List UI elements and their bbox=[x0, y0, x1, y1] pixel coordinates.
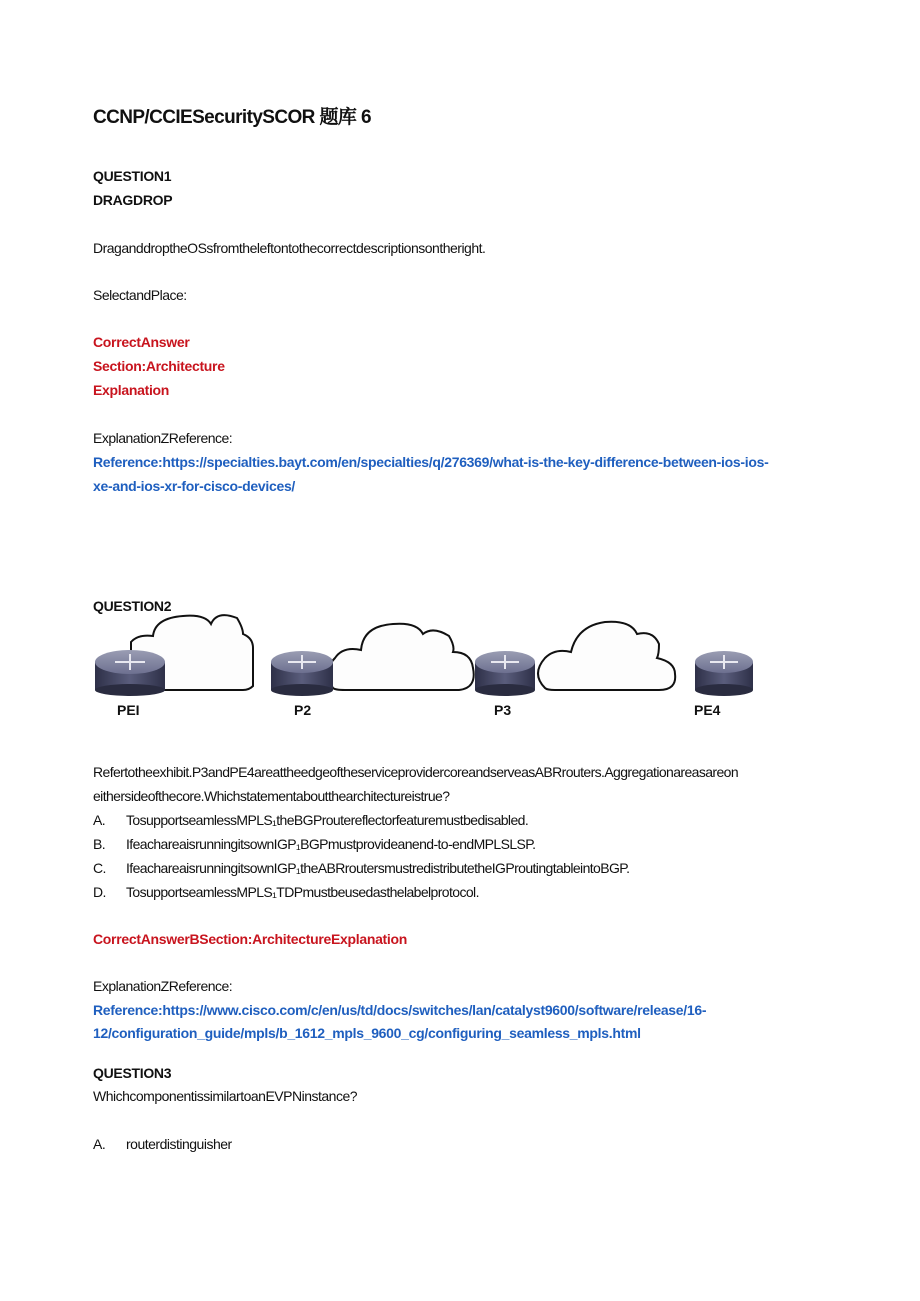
q3-heading: QUESTION3 bbox=[93, 1065, 172, 1081]
router-icon bbox=[95, 650, 165, 696]
option-text: routerdistinguisher bbox=[126, 1136, 232, 1152]
q2-option-d[interactable] bbox=[93, 884, 479, 900]
option-letter: A. bbox=[93, 1136, 106, 1152]
option-text: TosupportseamlessMPLS₁TDPmustbeusedasthelabelprotocol. bbox=[126, 884, 479, 900]
q2-reference-link[interactable]: Reference:https://www.cisco.com/c/en/us/td/docs/switches/lan/catalyst9600/software/release/16- bbox=[93, 1002, 707, 1018]
router-icon bbox=[271, 651, 333, 696]
q2-explanation-reference-label: ExplanationZReference: bbox=[93, 978, 233, 994]
router-label-pe4: PE4 bbox=[694, 702, 721, 718]
q2-option-b[interactable] bbox=[93, 836, 535, 852]
q2-option-a[interactable] bbox=[93, 812, 528, 828]
network-exhibit bbox=[93, 612, 755, 700]
q1-explanation-reference-label: ExplanationZReference: bbox=[93, 430, 233, 446]
q2-prompt-cont: eithersideofthecore.Whichstatementaboutthearchitectureistrue? bbox=[93, 788, 450, 804]
document-title: CCNP/CCIESecuritySCOR 题库 6 bbox=[93, 107, 371, 128]
option-letter: D. bbox=[93, 884, 106, 900]
option-text: TosupportseamlessMPLS₁theBGProutereflectorfeaturemustbedisabled. bbox=[126, 812, 529, 828]
q1-section: Section:Architecture bbox=[93, 358, 225, 374]
q2-option-c[interactable] bbox=[93, 860, 629, 876]
q2-heading: QUESTION2 bbox=[93, 598, 172, 614]
router-icon bbox=[475, 651, 535, 696]
cloud-icon bbox=[131, 615, 675, 690]
q2-reference-link-cont[interactable]: 12/configuration_guide/mpls/b_1612_mpls_9600_cg/configuring_seamless_mpls.html bbox=[93, 1025, 641, 1041]
router-label-p3: P3 bbox=[494, 702, 512, 718]
q3-prompt: WhichcomponentissimilartoanEVPNinstance? bbox=[93, 1088, 358, 1104]
q1-heading: QUESTION1 bbox=[93, 168, 172, 184]
q3-option-a[interactable] bbox=[93, 1136, 232, 1152]
q1-explanation: Explanation bbox=[93, 382, 170, 398]
option-letter: A. bbox=[93, 812, 106, 828]
q1-correct-answer: CorrectAnswer bbox=[93, 334, 190, 350]
option-text: IfeachareaisrunningitsownIGP₁theABRroutersmustredistributetheIGProutingtableintoBGP. bbox=[126, 860, 630, 876]
q1-select-place: SelectandPlace: bbox=[93, 287, 187, 303]
router-label-p2: P2 bbox=[294, 702, 312, 718]
option-text: IfeachareaisrunningitsownIGP₁BGPmustprovideanend-to-endMPLSLSP. bbox=[126, 836, 536, 852]
q1-reference-link-cont[interactable]: xe-and-ios-xr-for-cisco-devices/ bbox=[93, 478, 296, 494]
q1-prompt: DraganddroptheOSsfromtheleftontothecorrectdescriptionsontheright. bbox=[93, 240, 486, 256]
q1-type: DRAGDROP bbox=[93, 192, 173, 208]
q2-answer-line: CorrectAnswerBSection:ArchitectureExplanation bbox=[93, 931, 408, 947]
option-letter: B. bbox=[93, 836, 106, 852]
router-label-pe1: PEI bbox=[117, 702, 140, 718]
q1-reference-link[interactable]: Reference:https://specialties.bayt.com/en/specialties/q/276369/what-is-the-key-difference-between-ios-ios- bbox=[93, 454, 769, 470]
q2-prompt: Refertotheexhibit.P3andPE4areattheedgeoftheserviceprovidercoreandserveasABRrouters.Aggregationareasareon bbox=[93, 764, 739, 780]
router-icon bbox=[695, 651, 753, 696]
option-letter: C. bbox=[93, 860, 106, 876]
